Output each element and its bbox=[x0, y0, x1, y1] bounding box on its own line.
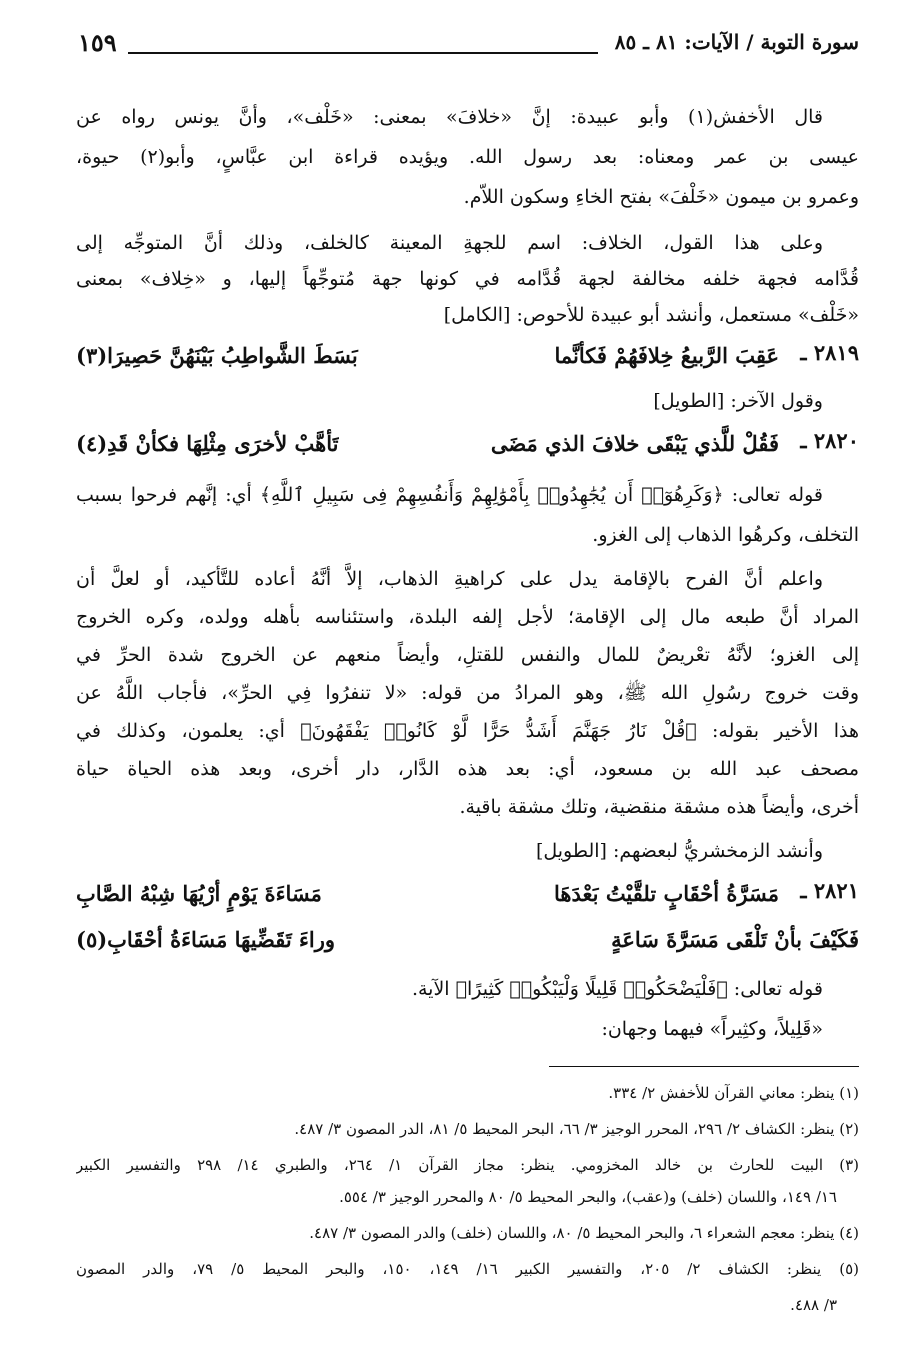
verse-intro: وقول الآخر: [الطويل] bbox=[653, 390, 823, 412]
paragraph-line: قوله تعالى: ﴿وَكَرِهُوٓا۟ أَن يُجَٰهِدُوا۟ بِأَمْوَٰلِهِمْ وَأَنفُسِهِمْ فِى سَبِيلِ ٱللَّهِ﴾ أي: إنَّهم فرحوا بسبب bbox=[76, 484, 823, 506]
page-number: ١٥٩ bbox=[78, 28, 117, 57]
footnote: (٥) ينظر: الكشاف ٢/ ٢٠٥، والتفسير الكبير ١٦/ ١٤٩، ١٥٠، والبحر المحيط ٥/ ٧٩، والدر المصون bbox=[76, 1260, 859, 1278]
footnote: (٤) ينظر: معجم الشعراء ٦، والبحر المحيط ٥/ ٨٠، واللسان (خلف) والدر المصون ٣/ ٤٨٧. bbox=[309, 1224, 859, 1242]
paragraph-line: «قَلِيلاً، وكثِيراً» فيهما وجهان: bbox=[601, 1018, 823, 1040]
paragraph-line: قال الأخفش(١) وأبو عبيدة: إنَّ «خلافَ» بمعنى: «خَلْف»، وأنَّ يونس رواه عن bbox=[76, 106, 823, 128]
verse-hemistich: مَسَرَّةُ أحْقَابٍ تلقَّيْتُ بَعْدَهَا bbox=[554, 881, 779, 906]
paragraph-line: التخلف، وكرهُوا الذهاب إلى الغزو. bbox=[592, 524, 859, 546]
verse-number: ٢٨٢١ ـ bbox=[800, 878, 859, 903]
footnote-separator bbox=[549, 1066, 859, 1067]
paragraph-line: عيسى بن عمر ومعناه: بعد رسول الله. ويؤيده قراءة ابن عبَّاسٍ، وأبو(٢) حيوة، bbox=[76, 146, 859, 168]
verse-number: ٢٨٢٠ ـ bbox=[800, 428, 859, 453]
header-rule bbox=[128, 52, 598, 54]
paragraph-line: وقت خروج رسُولِ الله ﷺ، وهو المرادُ من قوله: «لا تنفرُوا فِي الحرِّ»، فأجاب اللَّهُ عن bbox=[76, 682, 859, 704]
footnote: (١) ينظر: معاني القرآن للأخفش ٢/ ٣٣٤. bbox=[608, 1084, 859, 1102]
paragraph-line: مصحف عبد الله بن مسعود، أي: بعد هذه الدَّار، دار أخرى، وبعد هذه الحياة حياة bbox=[76, 758, 859, 780]
running-header-title: سورة التوبة / الآيات: ٨١ ـ ٨٥ bbox=[614, 30, 859, 54]
paragraph-line: وعمرو بن ميمون «خَلْفَ» بفتح الخاءِ وسكون اللاّم. bbox=[463, 186, 859, 208]
verse-hemistich: تَأهَّبْ لأخرَى مِثْلِهَا فكأنْ قَدِ(٤) bbox=[76, 431, 339, 456]
paragraph-line: وعلى هذا القول، الخلاف: اسم للجهةِ المعينة كالخلف، وذلك أنَّ المتوجِّه إلى bbox=[76, 232, 823, 254]
verse-hemistich: بَسَطَ الشَّواطِبُ بَيْنَهُنَّ حَصِيرَا(٣) bbox=[76, 343, 358, 368]
footnote: (٣) البيت للحارث بن خالد المخزومي. ينظر: مجاز القرآن ١/ ٢٦٤، والطبري ١٤/ ٢٩٨ والتفسير الكبير bbox=[76, 1156, 859, 1174]
verse-hemistich: فَقُلْ للَّذي يَبْقَى خلافَ الذي مَضَى bbox=[490, 431, 779, 456]
paragraph-line: قوله تعالى: ﴿فَلْيَضْحَكُوا۟ قَلِيلًا وَلْيَبْكُوا۟ كَثِيرًا﴾ الآية. bbox=[411, 978, 823, 1000]
verse-hemistich: مَسَاءَةَ يَوْمٍ أرْيُهَا شِبْهُ الصَّابِ bbox=[76, 881, 322, 906]
paragraph-line: إلى الغزو؛ لأنَّهُ تعْريضٌ للمال والنفس للقتلِ، وأيضاً منعهم عن الخروج شدة الحرِّ في bbox=[76, 644, 859, 666]
footnote: ٣/ ٤٨٨. bbox=[790, 1296, 837, 1314]
paragraph-line: «خَلْف» مستعمل، وأنشد أبو عبيدة للأحوص: [الكامل] bbox=[443, 304, 859, 326]
paragraph-line: المراد أنَّ طبعه مال إلى الإقامة؛ لأجل إلفه البلدة، واستئناسه بأهله وولده، وكره الخروج bbox=[76, 606, 859, 628]
paragraph-line: قُدَّامه فجهة خلفه مخالفة لجهة قُدَّامه في كونها جهة مُتوجِّهاً إليها، و «خِلاف» بمعنى bbox=[76, 268, 859, 290]
footnote: ١٦/ ١٤٩، واللسان (خلف) و(عقب)، والبحر المحيط ٥/ ٨٠ والمحرر الوجيز ٣/ ٥٥٤. bbox=[339, 1188, 837, 1206]
verse-hemistich: فَكَيْفَ بأنْ تَلْقَى مَسَرَّةَ سَاعَةٍ bbox=[611, 927, 859, 952]
paragraph-line: واعلم أنَّ الفرح بالإقامة يدل على كراهيةِ الذهاب، إلاَّ أنَّهُ أعاده للتَّأكيد، أو لعلَّ أن bbox=[76, 568, 823, 590]
paragraph-line: هذا الأخير بقوله: ﴿قُلْ نَارُ جَهَنَّمَ أَشَدُّ حَرًّا لَّوْ كَانُوا۟ يَفْقَهُونَ﴾ أي: يعلمون، وكذلك في bbox=[76, 720, 859, 742]
verse-hemistich: عَقِبَ الرَّبيعُ خِلافَهُمْ فَكأنَّما bbox=[554, 343, 779, 368]
footnote: (٢) ينظر: الكشاف ٢/ ٢٩٦، المحرر الوجيز ٣/ ٦٦، البحر المحيط ٥/ ٨١، الدر المصون ٣/ ٤٨٧. bbox=[294, 1120, 859, 1138]
paragraph-line: أخرى، وأيضاً هذه مشقة منقضية، وتلك مشقة باقية. bbox=[459, 796, 859, 818]
verse-number: ٢٨١٩ ـ bbox=[800, 340, 859, 365]
verse-intro: وأنشد الزمخشريُّ لبعضهم: [الطويل] bbox=[535, 840, 823, 862]
verse-hemistich: وراءَ تَقَضِّيهَا مَسَاءَةُ أحْقَابِ(٥) bbox=[76, 927, 336, 952]
